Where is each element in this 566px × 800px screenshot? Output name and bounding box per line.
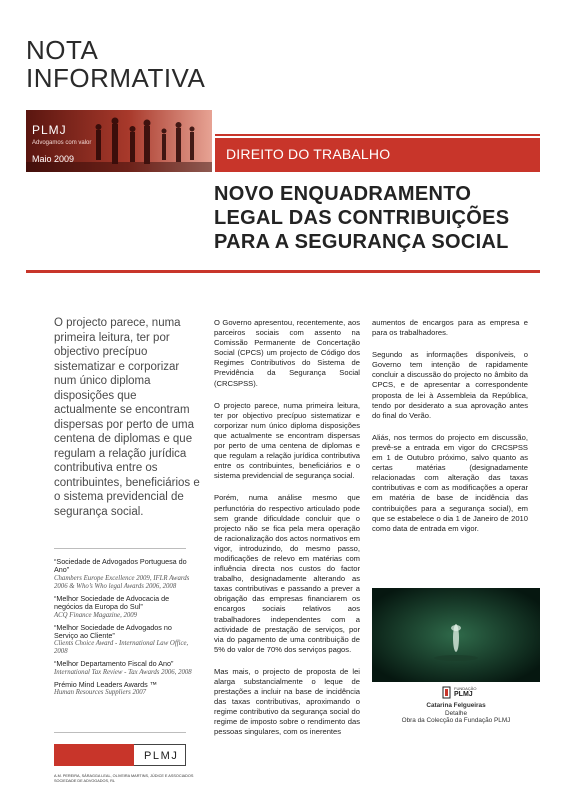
artwork-collection: Obra da Colecção da Fundação PLMJ [401, 717, 511, 725]
body-paragraph: O Governo apresentou, recentemente, aos parceiros sociais com assento na Comissão Permanente de Concertação Social (CPCS) um projecto de Código dos Regimes Contributivos do Sistema de Previdência da Segurança Social (CRCSPSS). [214, 318, 360, 388]
award-source: Chambers Europe Excellence 2009, IFLR Awards 2006 & Who’s Who legal Awards 2006, 2008 [54, 574, 190, 590]
award-source: International Tax Review - Tax Awards 2006, 2008 [54, 668, 192, 676]
award-title: Prémio Mind Leaders Awards ™ [54, 679, 157, 689]
lead-paragraph: O projecto parece, numa primeira leitura, ter por objectivo precípuo sistematizar e corporizar num único diploma disposições que actualmente se encontram dispersas por perto de uma centena de diplomas e que regulam a relação jurídica contributiva entre os contribuintes, beneficiários e o sistema previdencial de segurança social. [54, 317, 200, 518]
foundation-brand: PLMJ [454, 691, 473, 698]
masthead-title-line1: NOTA [26, 35, 99, 65]
body-paragraph: Mas mais, o projecto de proposta de lei alarga substancialmente o leque de prestações a incluir na base de incidência das taxas contributivas, aproximando o regime contributivo da segurança social do regime de imposto sobre o rendimento das pessoas singulares, com os inerentes [214, 666, 360, 737]
body-paragraph: Porém, numa análise mesmo que perfunctória do respectivo articulado pode sem grande dificuldade concluir que o projecto não se fica pela mera operação de racionalização dos actos normativos em vigor, introduzindo, do mesmo passo, modificações de relevo em matérias com influência directa nos custos do factor trabalho, designadamente alterando as taxas contributivas e passando a prever a obrigação das empresas financiarem os encargos sociais relativos aos trabalhadores independentes com a actividade de prestação de serviços, por via do pagamento de uma contribuição de 5% do valor de 70% dos serviços pagos. [214, 493, 360, 654]
artwork-artist: Catarina Felgueiras [426, 702, 486, 709]
awards-list [54, 558, 194, 701]
award-title: “Sociedade de Advogados Portuguesa do Ano” [54, 557, 187, 575]
award-title: “Melhor Sociedade de Advocacia de negócios da Europa do Sul” [54, 593, 170, 612]
award-item [54, 681, 194, 697]
masthead-title-line2: INFORMATIVA [26, 63, 206, 93]
headline-line3: PARA A SEGURANÇA SOCIAL [214, 231, 509, 253]
award-source: ACQ Finance Magazine, 2009 [54, 611, 138, 619]
artwork-image [372, 588, 540, 682]
artwork-caption [372, 702, 540, 725]
award-source: Clients Choice Award - International Law Office, 2008 [54, 640, 189, 656]
masthead-title [26, 36, 205, 92]
award-item [54, 624, 194, 657]
headline-divider [26, 270, 540, 273]
body-paragraph: Segundo as informações disponíveis, o Governo tem intenção de rapidamente concluir a discussão do projecto no âmbito da CPCS, e de apresentar a correspondente proposta de lei à Assembleia da República, tendo por desiderato a sua aprovação antes do final do Verão. [372, 350, 528, 420]
footer-partners [54, 774, 204, 784]
foundation-label: FUNDAÇÃO [454, 686, 477, 691]
award-title: “Melhor Sociedade de Advogados no Serviço ao Cliente” [54, 622, 172, 641]
footer-logo-red-block [54, 744, 134, 766]
body-paragraph: aumentos de encargos para as empresa e para os trabalhadores. [372, 318, 528, 338]
body-paragraph: O projecto parece, numa primeira leitura, ter por objectivo precípuo sistematizar e corporizar num único diploma disposições que actualmente se encontram dispersas por perto de uma centena de diplomas e que regulam a relação jurídica contributiva entre os contribuintes, beneficiários e o sistema previdencial de segurança social. [214, 400, 360, 481]
award-item [54, 595, 194, 620]
award-item [54, 558, 194, 591]
headline-line2: LEGAL DAS CONTRIBUIÇÕES [214, 207, 510, 229]
banner-tagline: Advogamos com valor [32, 140, 92, 146]
body-paragraph: Aliás, nos termos do projecto em discussão, prevê-se a entrada em vigor do CRCSPSS em 1 de Outubro próximo, salvo quanto as certas matérias (designadamente relacionadas com alteração das taxas contributivas e com as modificações a operar em matéria de base de incidência das contribuições para a segurança social), em que se estabelece o dia 1 de Janeiro de 2010 como data de entrada em vigor. [372, 432, 528, 533]
section-label: DIREITO DO TRABALHO [226, 146, 391, 162]
body-column-1 [214, 318, 360, 750]
headline-line1: NOVO ENQUADRAMENTO [214, 183, 472, 205]
awards-bottom-rule [54, 732, 186, 733]
awards-top-rule [54, 548, 186, 549]
issue-date: Maio 2009 [32, 154, 75, 164]
section-top-rule [215, 134, 540, 136]
body-column-2 [372, 318, 528, 546]
footer-partners-line2: SOCIEDADE DE ADVOGADOS, RL [54, 778, 115, 783]
article-headline [214, 182, 544, 254]
artwork-graphic [372, 588, 540, 682]
award-source: Human Resources Suppliers 2007 [54, 689, 147, 697]
footer-partners-line1: A.M. PEREIRA, SÁRAGGA LEAL, OLIVEIRA MARTINS, JÚDICE E ASSOCIADOS [54, 774, 194, 778]
banner-brand: PLMJ [32, 123, 67, 137]
artwork-title: Detalhe [444, 709, 468, 717]
footer-wordmark: PLMJ [144, 750, 179, 762]
award-title: “Melhor Departamento Fiscal do Ano” [54, 659, 174, 669]
award-item [54, 660, 194, 676]
